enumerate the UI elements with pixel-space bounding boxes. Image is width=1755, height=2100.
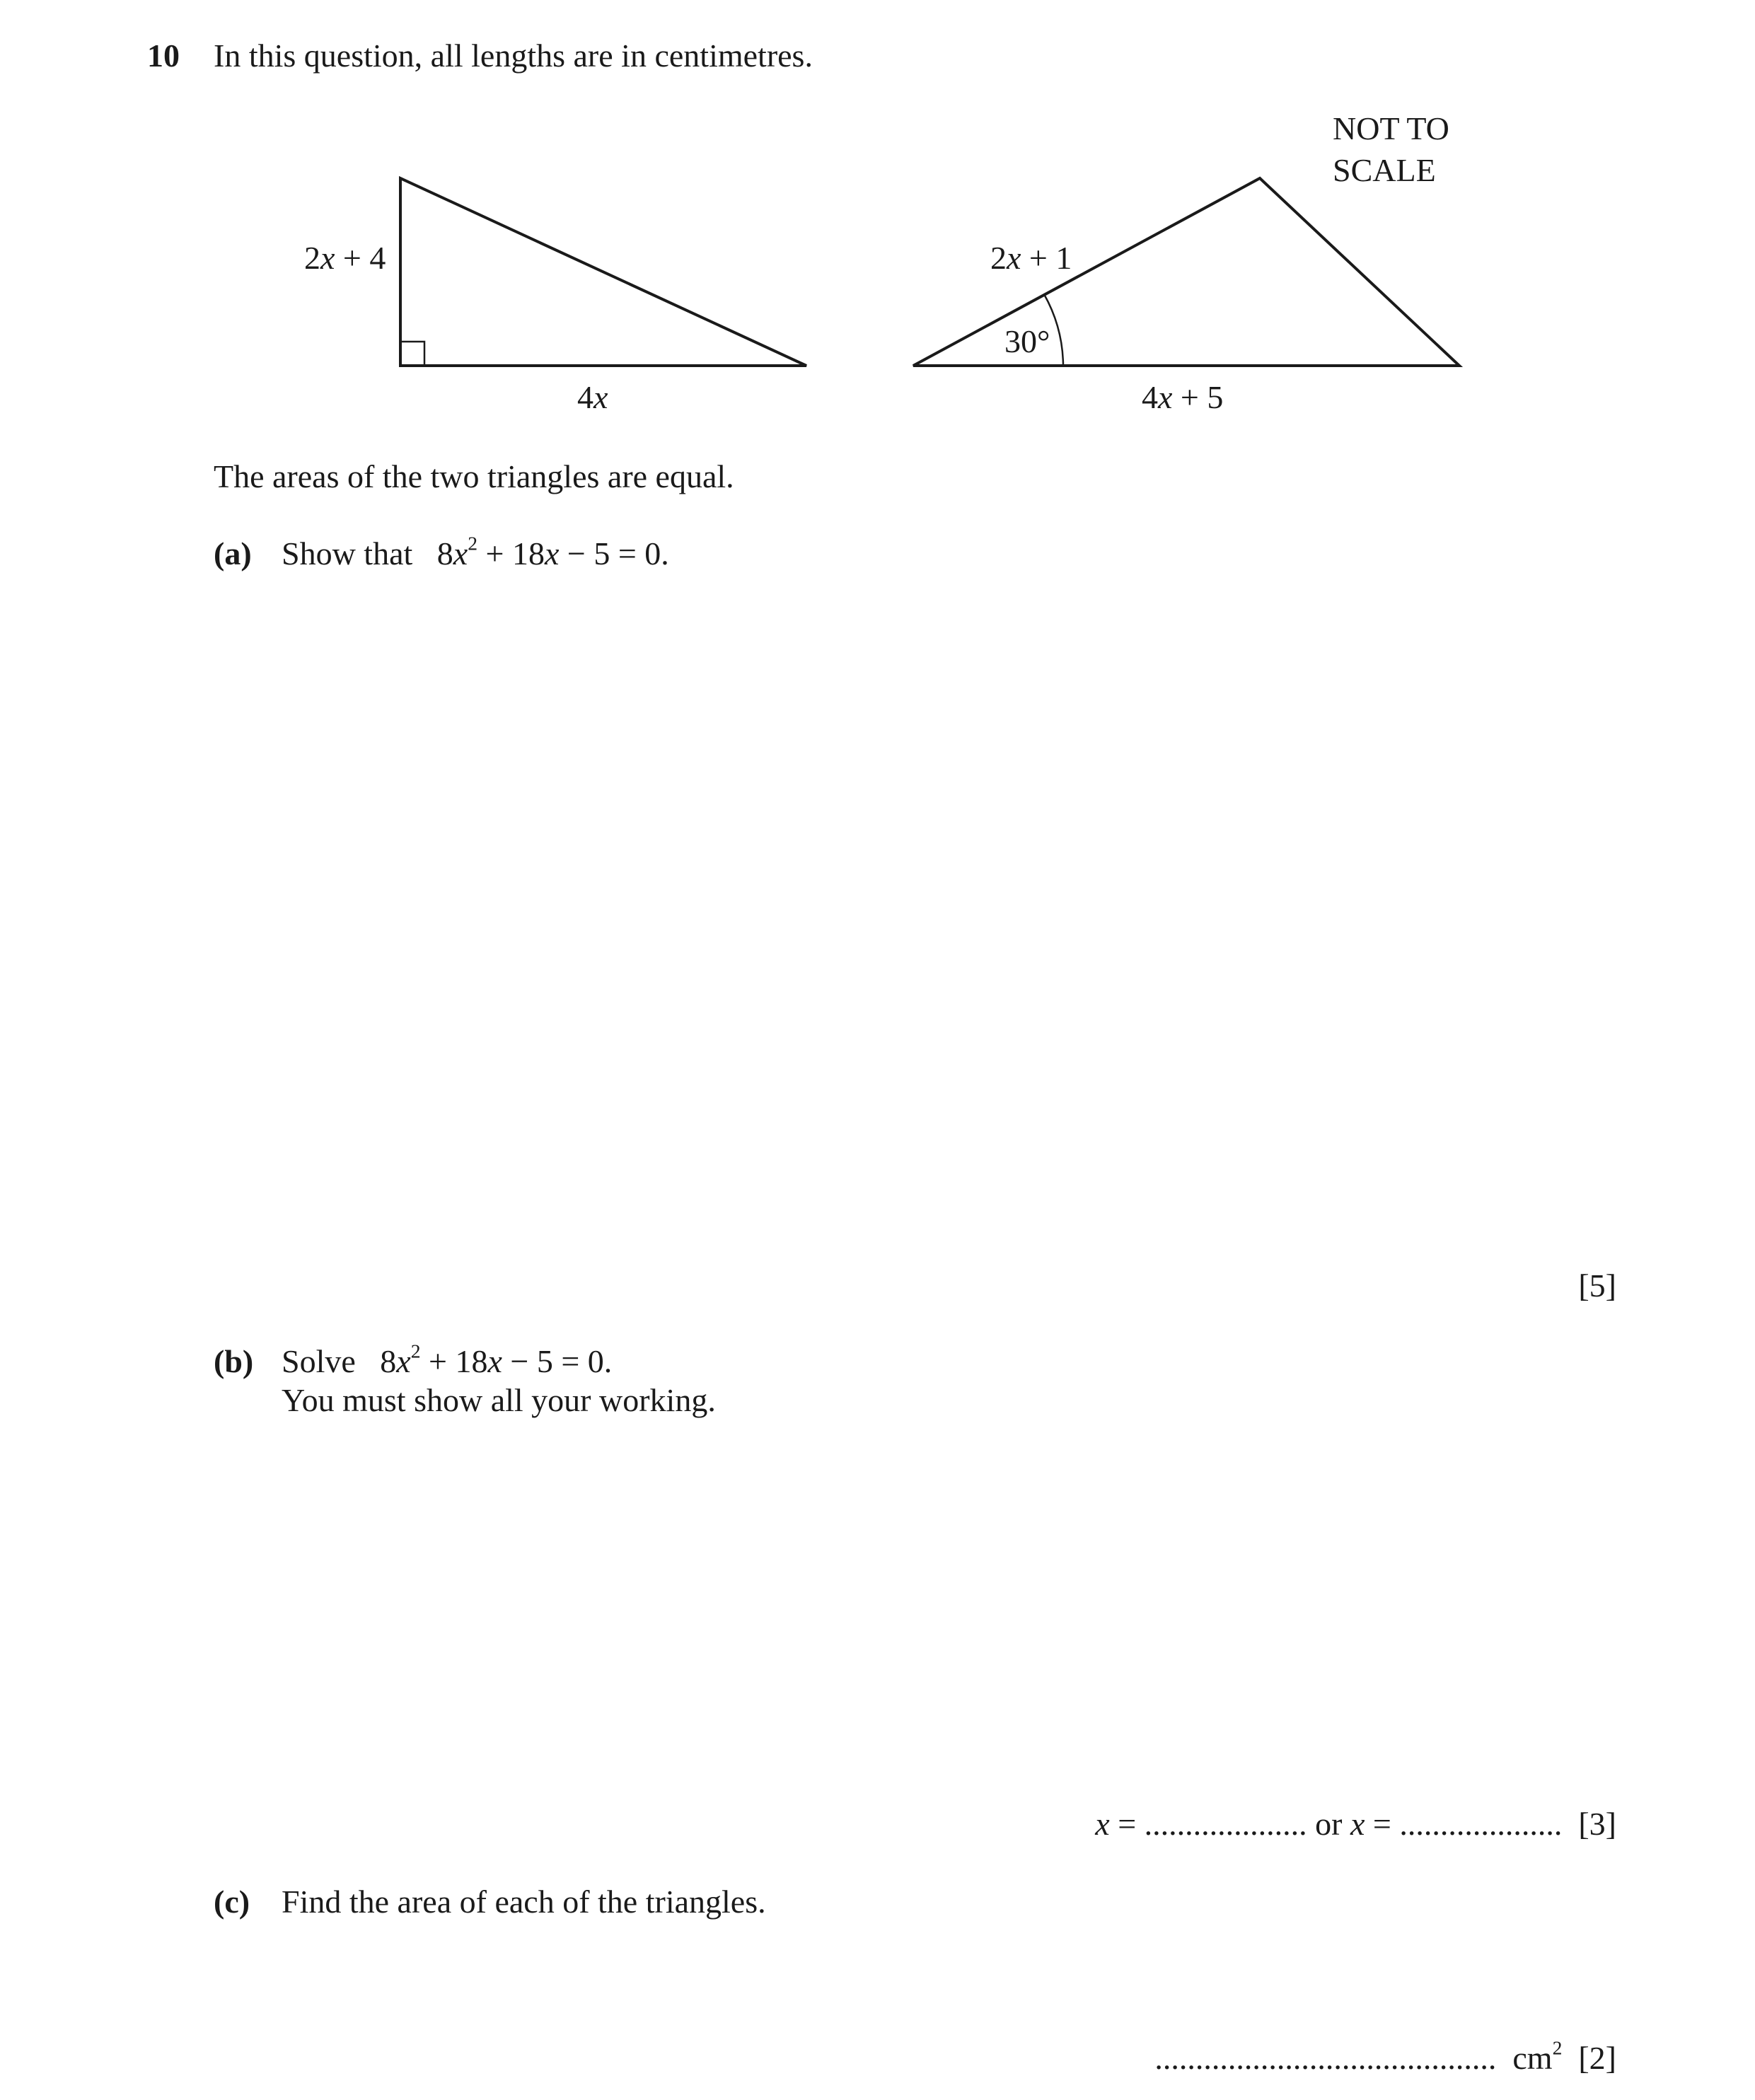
question-number: 10 bbox=[147, 37, 180, 74]
triangle2-base-label: 4x + 5 bbox=[1142, 379, 1224, 415]
part-b-instruction: You must show all your working. bbox=[282, 1382, 716, 1418]
not-to-scale-line1: NOT TO bbox=[1333, 110, 1449, 146]
triangle2-side-label: 2x + 1 bbox=[990, 240, 1072, 276]
triangle1-height-label: 2x + 4 bbox=[304, 240, 386, 276]
part-b-text: Solve $8x^2 + 18x - 5 = 0$. bbox=[282, 1340, 613, 1379]
not-to-scale-line2: SCALE bbox=[1333, 152, 1436, 188]
question-intro: In this question, all lengths are in centimetres. bbox=[214, 37, 813, 74]
triangles-diagram bbox=[0, 0, 1755, 453]
statement: The areas of the two triangles are equal. bbox=[214, 458, 734, 494]
part-c-marks: [2] bbox=[1578, 2040, 1616, 2076]
part-a-label: (a) bbox=[214, 535, 252, 572]
part-c-answer-line[interactable]: .......................................... $cm^2$ [2] bbox=[1154, 2036, 1616, 2076]
angle-label: 30° bbox=[1004, 323, 1050, 359]
part-b-label: (b) bbox=[214, 1343, 254, 1379]
right-triangle bbox=[400, 178, 806, 366]
part-c-text: Find the area of each of the triangles. bbox=[282, 1884, 766, 1920]
part-b-marks: [3] bbox=[1578, 1806, 1616, 1842]
part-b-answer-line[interactable]: x = .................... or x = .................... [3] bbox=[1095, 1806, 1616, 1842]
part-c-label: (c) bbox=[214, 1884, 250, 1920]
part-a-marks: [5] bbox=[1578, 1267, 1616, 1304]
triangle1-base-label: 4x bbox=[577, 379, 608, 415]
part-a-text: Show that $8x^2 + 18x - 5 = 0$. bbox=[282, 532, 669, 572]
right-angle-marker bbox=[400, 342, 424, 366]
